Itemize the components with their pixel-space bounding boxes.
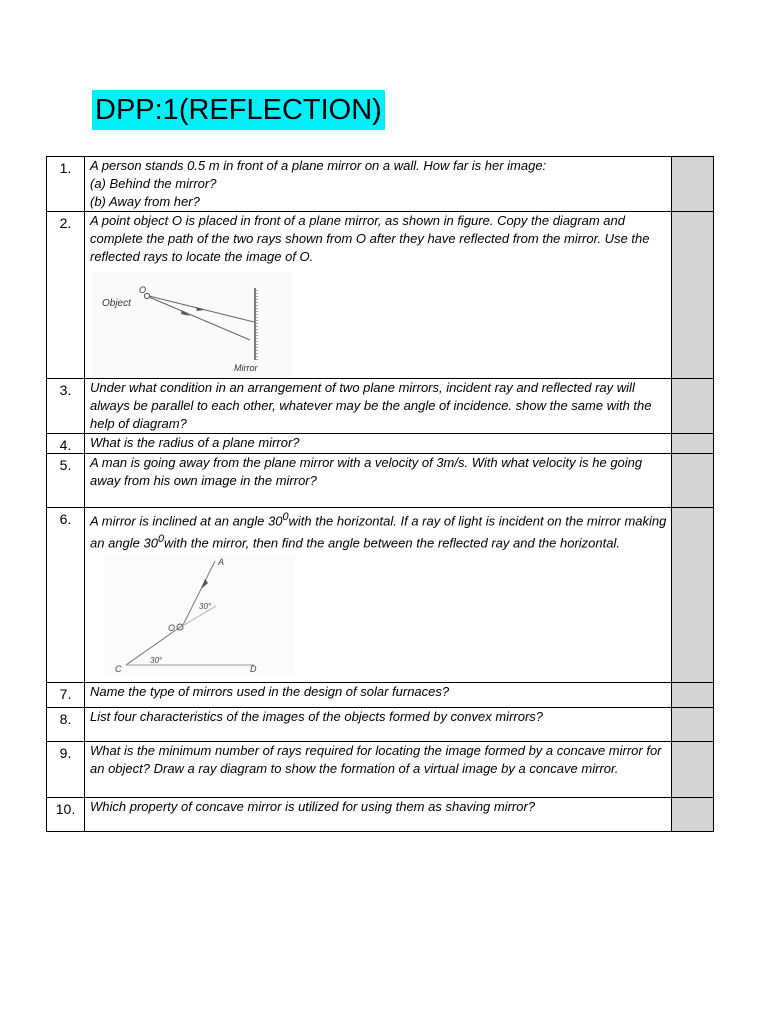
marks-cell xyxy=(672,157,714,212)
table-row xyxy=(47,798,714,832)
marks-cell xyxy=(672,708,714,742)
page-title: DPP:1(REFLECTION) xyxy=(92,90,385,130)
question-text: List four characteristics of the images of the objects formed by convex mirrors? xyxy=(85,708,672,742)
question-number: 9. xyxy=(47,742,85,798)
table-row xyxy=(47,508,714,683)
question-text: A person stands 0.5 m in front of a plane mirror on a wall. How far is her image: (a) Behind the mirror? (b) Away from her? xyxy=(85,157,672,212)
angle-top-label: 30° xyxy=(199,601,212,611)
question-number: 10. xyxy=(47,798,85,832)
point-o-label: O xyxy=(168,622,176,633)
question-text: Under what condition in an arrangement of two plane mirrors, incident ray and reflected ray will always be parallel to each other, whatever may be the angle of incidence. show the same with the help of diagram? xyxy=(85,379,672,434)
marks-cell xyxy=(672,798,714,832)
point-o-label: O xyxy=(139,285,147,295)
marks-cell xyxy=(672,742,714,798)
question-text: What is the minimum number of rays required for locating the image formed by a concave mirror for an object? Draw a ray diagram to show the formation of a virtual image by a concave mirror. xyxy=(85,742,672,798)
question-text: Which property of concave mirror is utilized for using them as shaving mirror? xyxy=(85,798,672,832)
marks-cell xyxy=(672,454,714,508)
question-table xyxy=(46,156,714,832)
angle-bottom-label: 30° xyxy=(150,655,163,665)
point-c-label: C xyxy=(115,663,122,674)
table-row xyxy=(47,454,714,508)
question-number: 8. xyxy=(47,708,85,742)
marks-cell xyxy=(672,212,714,379)
marks-cell xyxy=(672,508,714,683)
point-a-label: A xyxy=(218,556,225,567)
question-text: A mirror is inclined at an angle $30^0with$ the horizontal. If a ray of light is incident on the mirror making an angle $30^0with$ the mirror, then find the angle between the reflected ray and the horizontal. A 30° O 30° C D xyxy=(85,508,672,683)
question-number: 6. xyxy=(47,508,85,683)
table-row xyxy=(47,379,714,434)
question-number: 5. xyxy=(47,454,85,508)
table-row xyxy=(47,742,714,798)
object-label: Object xyxy=(102,298,131,309)
question-text: A point object O is placed in front of a plane mirror, as shown in figure. Copy the diagram and complete the path of the two rays shown from O after they have reflected from the mirror. Use the reflected rays to locate the image of O. O Object Mirror xyxy=(85,212,672,379)
inclined-mirror-figure xyxy=(104,555,294,675)
question-number: 4. xyxy=(47,434,85,454)
table-row xyxy=(47,683,714,708)
table-row xyxy=(47,434,714,454)
marks-cell xyxy=(672,379,714,434)
question-text: Name the type of mirrors used in the design of solar furnaces? xyxy=(85,683,672,708)
table-row xyxy=(47,212,714,379)
marks-cell xyxy=(672,434,714,454)
question-number: 7. xyxy=(47,683,85,708)
question-text: What is the radius of a plane mirror? xyxy=(85,434,672,454)
question-number: 1. xyxy=(47,157,85,212)
plane-mirror-figure xyxy=(92,272,292,378)
marks-cell xyxy=(672,683,714,708)
question-number: 2. xyxy=(47,212,85,379)
mirror-label: Mirror xyxy=(234,363,258,373)
question-text: A man is going away from the plane mirror with a velocity of 3m/s. With what velocity is he going away from his own image in the mirror? xyxy=(85,454,672,508)
table-row xyxy=(47,157,714,212)
question-number: 3. xyxy=(47,379,85,434)
point-d-label: D xyxy=(250,663,257,674)
table-row xyxy=(47,708,714,742)
